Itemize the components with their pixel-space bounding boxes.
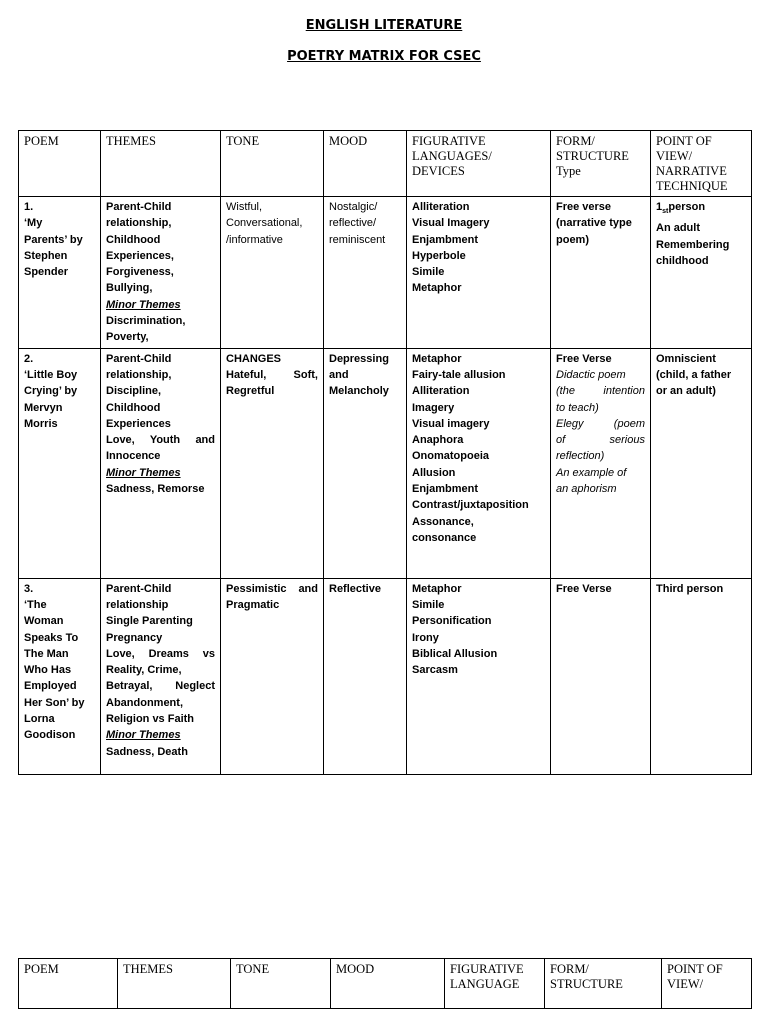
poem-cell — [19, 578, 101, 774]
poem-cell — [19, 197, 101, 349]
figurative-cell — [407, 578, 551, 774]
table-row — [19, 197, 752, 349]
cell-line: Personification — [412, 615, 492, 628]
cell-line: FORM/ — [556, 134, 595, 148]
cell-line: Parent-Child — [106, 582, 172, 595]
cell-line: Betrayal, Neglect — [106, 680, 215, 693]
cell-line: Reflective — [329, 582, 381, 595]
header-poem — [19, 131, 101, 197]
cell-line: Onomatopoeia — [412, 450, 490, 463]
document-subtitle: POETRY MATRIX FOR CSEC — [287, 49, 481, 64]
cell-line: Alliteration — [412, 201, 470, 213]
cell-line: Visual imagery — [412, 417, 490, 430]
cell-line: STRUCTURE — [556, 149, 629, 163]
figurative-cell — [407, 348, 551, 578]
mood-cell — [324, 348, 407, 578]
cell-line: Visual Imagery — [412, 217, 490, 230]
cell-line: Contrast/juxtaposition — [412, 499, 529, 512]
pov-cell — [651, 197, 752, 349]
cell-line: The Man — [24, 647, 69, 660]
cell-line: Discipline, — [106, 385, 162, 398]
minor-themes-label: Minor Themes — [106, 466, 181, 479]
header-pov — [662, 959, 752, 1009]
cell-line: DEVICES — [412, 164, 465, 178]
cell-line: Pragmatic — [226, 598, 280, 611]
cell-line: Free verse — [556, 201, 612, 213]
cell-line: POEM — [24, 962, 59, 976]
cell-line: Biblical Allusion — [412, 647, 498, 660]
table-row — [19, 348, 752, 578]
header-mood — [331, 959, 445, 1009]
cell-line: Mervyn — [24, 401, 63, 414]
cell-line: Conversational, — [226, 217, 303, 230]
cell-line: Poverty, — [106, 331, 149, 344]
cell-line: Enjambment — [412, 483, 479, 496]
cell-line: FIGURATIVE — [412, 134, 486, 148]
cell-line: Irony — [412, 631, 439, 644]
header-tone — [231, 959, 331, 1009]
cell-line: NARRATIVE — [656, 164, 727, 178]
cell-line: Metaphor — [412, 582, 462, 595]
cell-line: Spender — [24, 266, 69, 279]
cell-line: CHANGES — [226, 352, 282, 365]
cell-line: ‘Little Boy — [24, 368, 78, 381]
cell-line: Single Parenting — [106, 615, 193, 628]
cell-line: Wistful, — [226, 201, 263, 213]
cell-line: THEMES — [123, 962, 173, 976]
cell-line: (the intention — [556, 385, 645, 398]
cell-line: Imagery — [412, 401, 455, 414]
form-cell — [551, 197, 651, 349]
cell-line: (narrative type — [556, 217, 632, 230]
cell-line: STRUCTURE — [550, 977, 623, 991]
cell-line: An example of — [556, 466, 627, 479]
cell-line: Metaphor — [412, 352, 462, 365]
cell-line: Allusion — [412, 466, 456, 479]
cell-line: TECHNIQUE — [656, 179, 728, 193]
poetry-matrix-table-continued — [18, 958, 752, 1009]
cell-line: Speaks To — [24, 631, 79, 644]
header-tone — [221, 131, 324, 197]
cell-line: Reality, Crime, — [106, 664, 182, 677]
themes-cell — [101, 578, 221, 774]
cell-line: Pregnancy — [106, 631, 163, 644]
cell-line: Sadness, Death — [106, 745, 188, 758]
document-title: ENGLISH LITERATURE — [305, 18, 463, 33]
cell-line: /informative — [226, 233, 283, 246]
poem-cell — [19, 348, 101, 578]
mood-cell — [324, 197, 407, 349]
cell-line: Nostalgic/ — [329, 201, 378, 213]
cell-line: Religion vs Faith — [106, 713, 195, 726]
pov-first-person: $1_{st}person$ — [656, 201, 706, 216]
tone-cell — [221, 578, 324, 774]
cell-line: reminiscent — [329, 233, 386, 246]
header-figurative — [407, 131, 551, 197]
cell-line: Lorna — [24, 713, 55, 726]
cell-line: Sarcasm — [412, 664, 458, 677]
cell-line: Morris — [24, 417, 58, 430]
cell-line: LANGUAGE — [450, 977, 520, 991]
cell-line: FIGURATIVE — [450, 962, 524, 976]
cell-line: Stephen — [24, 249, 68, 262]
header-themes — [101, 131, 221, 197]
cell-line: relationship, — [106, 217, 172, 230]
cell-line: Innocence — [106, 450, 161, 463]
cell-line: poem) — [556, 233, 589, 246]
cell-line: Pessimistic and — [226, 582, 318, 595]
cell-line: Goodison — [24, 729, 76, 742]
cell-line: Crying’ by — [24, 385, 78, 398]
cell-line: Love, Youth and — [106, 434, 215, 447]
cell-line: Remembering — [656, 238, 730, 251]
cell-line: Simile — [412, 266, 445, 279]
cell-line: ‘My — [24, 217, 43, 230]
cell-line: Childhood — [106, 401, 161, 414]
cell-line: MOOD — [329, 134, 368, 148]
cell-line: or an adult) — [656, 385, 716, 398]
cell-line: childhood — [656, 255, 709, 268]
cell-line: an aphorism — [556, 483, 617, 496]
header-figurative — [445, 959, 545, 1009]
themes-cell — [101, 197, 221, 349]
header-form — [545, 959, 662, 1009]
minor-themes-label: Minor Themes — [106, 729, 181, 742]
cell-line: Elegy (poem — [556, 417, 645, 430]
header-form — [551, 131, 651, 197]
cell-line: VIEW/ — [656, 149, 693, 163]
cell-line: Forgiveness, — [106, 266, 174, 279]
cell-line: reflective/ — [329, 217, 377, 230]
cell-line: Regretful — [226, 385, 275, 398]
pov-cell — [651, 578, 752, 774]
table-row — [19, 578, 752, 774]
cell-line: Free Verse — [556, 352, 612, 365]
cell-line: Melancholy — [329, 385, 389, 398]
cell-line: reflection) — [556, 450, 605, 463]
cell-line: Anaphora — [412, 434, 464, 447]
themes-cell — [101, 348, 221, 578]
cell-line: Who Has — [24, 664, 72, 677]
cell-line: POEM — [24, 134, 59, 148]
cell-line: Type — [556, 164, 581, 178]
form-cell — [551, 348, 651, 578]
header-themes — [118, 959, 231, 1009]
cell-line: Her Son’ by — [24, 696, 85, 709]
cell-line: relationship, — [106, 368, 172, 381]
cell-line: VIEW/ — [667, 977, 704, 991]
cell-line: Hateful, Soft, — [226, 368, 318, 381]
header-pov — [651, 131, 752, 197]
cell-line: FORM/ — [550, 962, 589, 976]
cell-line: 3. — [24, 582, 34, 595]
cell-line: Fairy-tale allusion — [412, 368, 506, 381]
cell-line: of serious — [556, 434, 645, 447]
cell-line: Abandonment, — [106, 696, 183, 709]
cell-line: Omniscient — [656, 352, 716, 365]
cell-line: Experiences — [106, 417, 171, 430]
pov-cell — [651, 348, 752, 578]
cell-line: consonance — [412, 531, 477, 544]
cell-line: Bullying, — [106, 282, 153, 295]
cell-line: ‘The — [24, 598, 47, 611]
cell-line: to teach) — [556, 401, 599, 414]
poetry-matrix-table — [18, 130, 752, 775]
cell-line: Alliteration — [412, 385, 470, 398]
cell-line: Enjambment — [412, 233, 479, 246]
cell-line: Employed — [24, 680, 77, 693]
cell-line: Experiences, — [106, 249, 174, 262]
cell-line: Woman — [24, 615, 64, 628]
cell-line: Didactic poem — [556, 368, 626, 381]
minor-themes-label: Minor Themes — [106, 298, 181, 311]
cell-line: Sadness, Remorse — [106, 483, 205, 496]
cell-line: LANGUAGES/ — [412, 149, 492, 163]
cell-line: MOOD — [336, 962, 375, 976]
cell-line: Assonance, — [412, 515, 474, 528]
cell-line: Parent-Child — [106, 201, 172, 213]
header-mood — [324, 131, 407, 197]
tone-cell — [221, 348, 324, 578]
header-row — [19, 131, 752, 197]
cell-line: Parents’ by — [24, 233, 83, 246]
cell-line: Metaphor — [412, 282, 462, 295]
cell-line: Hyperbole — [412, 249, 466, 262]
cell-line: An adult — [656, 222, 700, 235]
cell-line: Simile — [412, 598, 445, 611]
cell-line: Parent-Child — [106, 352, 172, 365]
cell-line: 1. — [24, 201, 34, 213]
cell-line: Free Verse — [556, 582, 612, 595]
figurative-cell — [407, 197, 551, 349]
header-row — [19, 959, 752, 1009]
form-cell — [551, 578, 651, 774]
cell-line: THEMES — [106, 134, 156, 148]
cell-line: Discrimination, — [106, 315, 186, 328]
mood-cell — [324, 578, 407, 774]
cell-line: POINT OF — [656, 134, 712, 148]
cell-line: (child, a father — [656, 368, 732, 381]
cell-line: 2. — [24, 352, 34, 365]
cell-line: and — [329, 368, 349, 381]
cell-line: POINT OF — [667, 962, 723, 976]
cell-line: Love, Dreams vs — [106, 647, 215, 660]
tone-cell — [221, 197, 324, 349]
cell-line: Childhood — [106, 233, 161, 246]
cell-line: TONE — [226, 134, 260, 148]
cell-line: relationship — [106, 598, 169, 611]
cell-line: Third person — [656, 582, 724, 595]
header-poem — [19, 959, 118, 1009]
cell-line: Depressing — [329, 352, 389, 365]
cell-line: TONE — [236, 962, 270, 976]
